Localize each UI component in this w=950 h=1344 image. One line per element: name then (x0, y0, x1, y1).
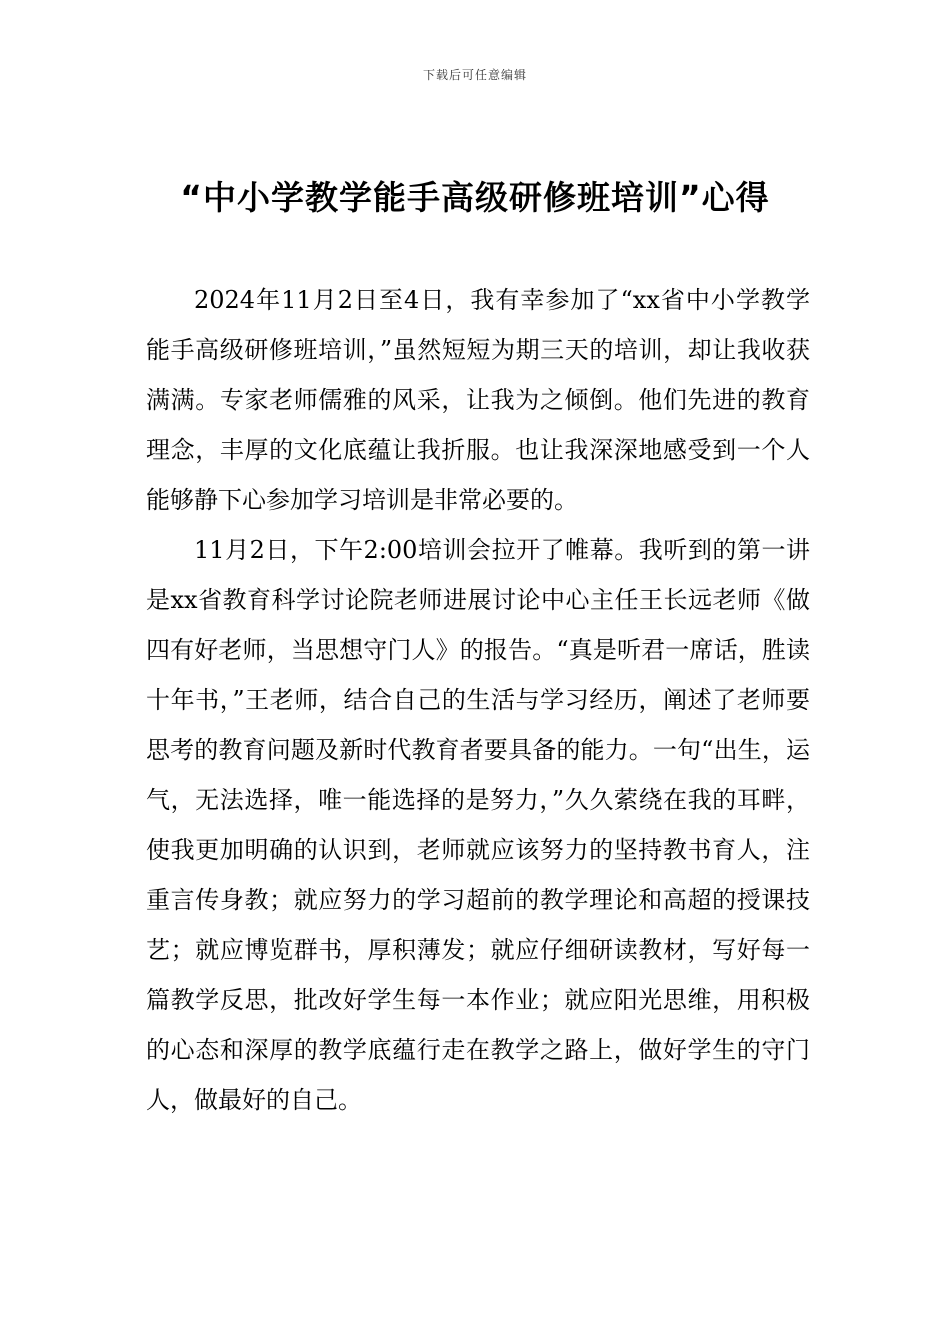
document-body (146, 275, 810, 1125)
paragraph-2: 11月2日，下午2:00培训会拉开了帷幕。我听到的第一讲是xx省教育科学讨论院老师进展讨论中心主任王长远老师《做四有好老师，当思想守门人》的报告。“真是听君一席话，胜读十年书，”王老师，结合自己的生活与学习经历，阐述了老师要思考的教育问题及新时代教育者要具备的能力。一句“出生，运气，无法选择，唯一能选择的是努力，”久久萦绕在我的耳畔，使我更加明确的认识到，老师就应该努力的坚持教书育人，注重言传身教；就应努力的学习超前的教学理论和高超的授课技艺；就应博览群书，厚积薄发；就应仔细研读教材，写好每一篇教学反思，批改好学生每一本作业；就应阳光思维，用积极的心态和深厚的教学底蕴行走在教学之路上，做好学生的守门人，做最好的自己。 (146, 536, 810, 1114)
document-title: “中小学教学能手高级研修班培训”心得 (180, 178, 770, 217)
header-note: 下载后可任意编辑 (422, 68, 527, 82)
paragraph-1: 2024年11月2日至4日，我有幸参加了“xx省中小学教学能手高级研修班培训，”虽然短短为期三天的培训，却让我收获满满。专家老师儒雅的风采，让我为之倾倒。他们先进的教育理念，丰厚的文化底蕴让我折服。也让我深深地感受到一个人能够静下心参加学习培训是非常必要的。 (146, 286, 810, 514)
